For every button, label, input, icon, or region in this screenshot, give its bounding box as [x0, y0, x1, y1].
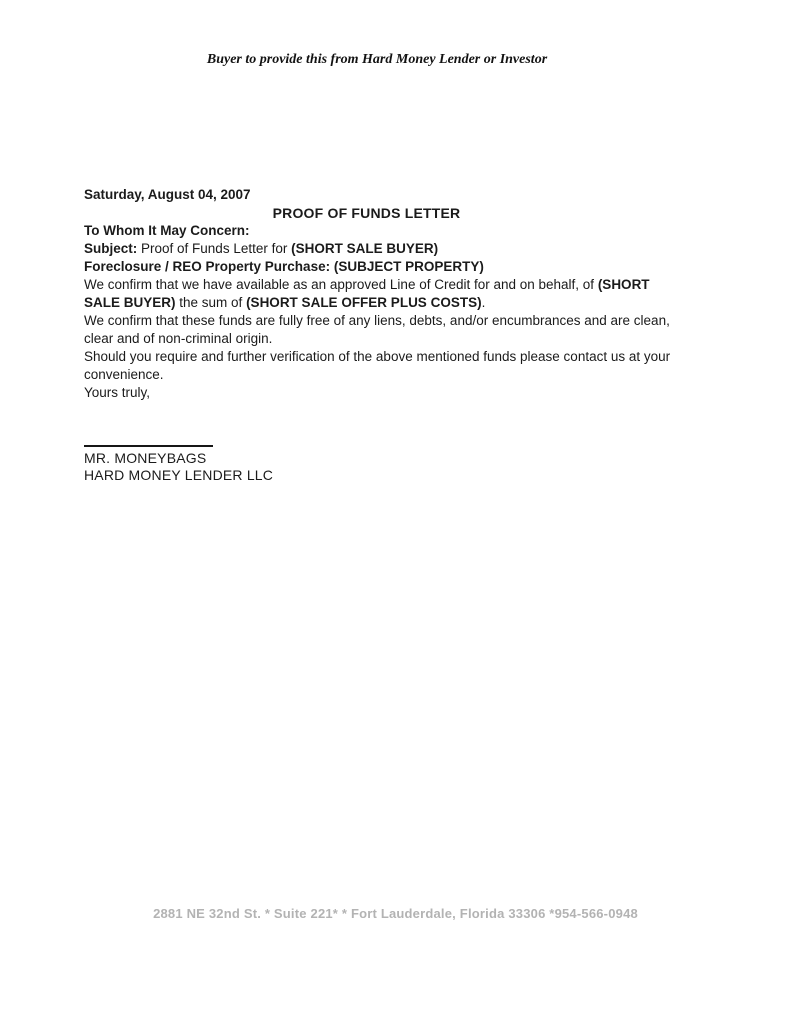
p1-offer-placeholder: (SHORT SALE OFFER PLUS COSTS)	[246, 295, 482, 310]
signature-line	[84, 445, 213, 447]
p1-text-3: .	[481, 295, 486, 310]
footer-address: 2881 NE 32nd St. * Suite 221* * Fort Lauderdale, Florida 33306 *954-566-0948	[153, 906, 638, 921]
subject-buyer-placeholder: (SHORT SALE BUYER)	[291, 241, 439, 256]
p1-buyer-placeholder-part1: (SHORT	[597, 277, 650, 292]
paragraph-funds-clean	[84, 312, 724, 348]
salutation: To Whom It May Concern:	[84, 223, 250, 238]
letter-date: Saturday, August 04, 2007	[84, 187, 251, 202]
letter-body	[84, 186, 724, 484]
p1-text-2: the sum of	[175, 295, 247, 310]
signature-block	[84, 450, 724, 484]
paragraph-funds-available	[84, 276, 724, 312]
header-note: Buyer to provide this from Hard Money Lender or Investor	[206, 52, 548, 67]
p1-text-1: We confirm that we have available as an approved Line of Credit for and on behalf, of	[84, 277, 598, 292]
p1-buyer-placeholder-part2: SALE BUYER)	[84, 295, 176, 310]
p2-line1: We confirm that these funds are fully free of any liens, debts, and/or encumbrances and are clean,	[84, 313, 670, 328]
subject-label: Subject:	[84, 241, 138, 256]
closing: Yours truly,	[84, 385, 151, 400]
paragraph-contact	[84, 348, 724, 384]
p3-line2: convenience.	[84, 367, 164, 382]
subject-text: Proof of Funds Letter for	[137, 241, 292, 256]
p3-line1: Should you require and further verification of the above mentioned funds please contact us at your	[84, 349, 671, 364]
subject-block	[84, 240, 724, 276]
signature-company: HARD MONEY LENDER LLC	[84, 467, 274, 483]
subject-line2: Foreclosure / REO Property Purchase: (SUBJECT PROPERTY)	[84, 259, 484, 274]
signature-name: MR. MONEYBAGS	[84, 450, 207, 466]
p2-line2: clear and of non-criminal origin.	[84, 331, 273, 346]
page-title: PROOF OF FUNDS LETTER	[272, 205, 461, 221]
